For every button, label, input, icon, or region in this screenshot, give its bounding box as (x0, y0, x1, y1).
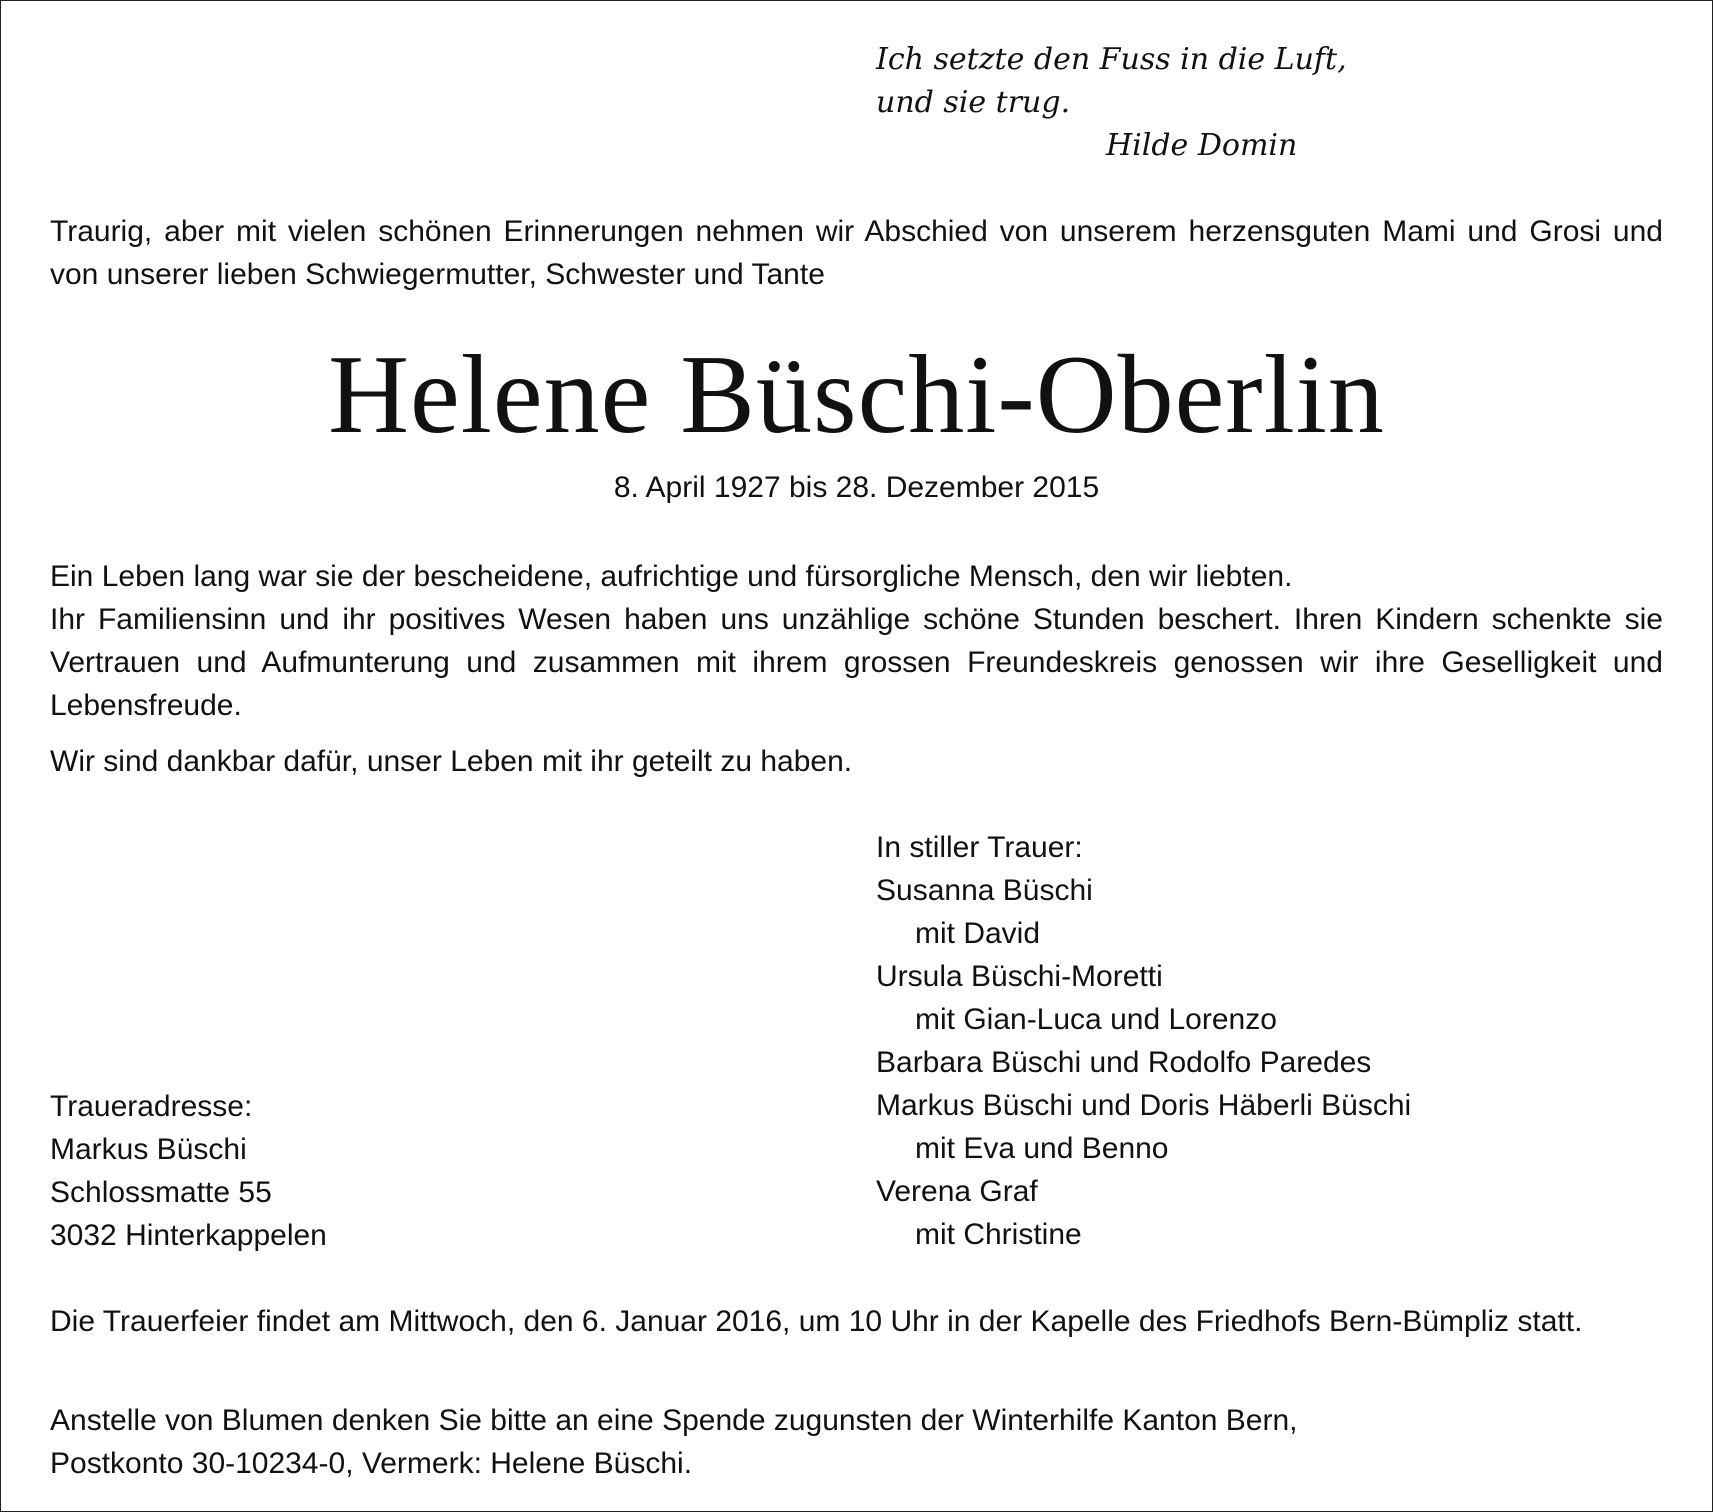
life-dates: 8. April 1927 bis 28. Dezember 2015 (613, 471, 1100, 504)
intro-text: Traurig, aber mit vielen schönen Erinnerungen nehmen wir Abschied von unserem herzensguten Mami und Grosi und von unserer lieben Schwiegermutter, Schwester und Tante (50, 215, 1663, 291)
mourner-entry: mit Eva und Benno (915, 1132, 1169, 1165)
mourner-entry: Susanna Büschi (876, 874, 1093, 907)
address-heading: Traueradresse: (50, 1090, 253, 1123)
mourner-entry: Barbara Büschi und Rodolfo Paredes (876, 1046, 1372, 1079)
tribute-paragraph: Ihr Familiensinn und ihr positives Wesen haben uns unzählige schöne Stunden beschert. Ihren Kindern schenkte sie Vertrauen und Aufmunterung und zusammen mit ihrem grossen Freundeskreis genossen wir ihre Geselligkeit und Lebensfreude. (50, 603, 1663, 722)
mourner-entry: mit Gian-Luca und Lorenzo (915, 1003, 1277, 1036)
quote-line-1: Ich setzte den Fuss in die Luft, (876, 42, 1347, 77)
mourner-entry: Verena Graf (876, 1175, 1038, 1208)
tribute-line: Ein Leben lang war sie der bescheidene, aufrichtige und fürsorgliche Mensch, den wir liebten. (50, 560, 1293, 593)
mourner-entry: mit David (915, 917, 1041, 950)
mourner-entry: Ursula Büschi-Moretti (876, 960, 1163, 993)
quote-author: Hilde Domin (1106, 128, 1298, 163)
mourner-entry: Markus Büschi und Doris Häberli Büschi (876, 1089, 1412, 1122)
donation-line-2: Postkonto 30-10234-0, Vermerk: Helene Büschi. (50, 1447, 693, 1480)
donation-line-1: Anstelle von Blumen denken Sie bitte an eine Spende zugunsten der Winterhilfe Kanton Bern, (50, 1404, 1298, 1437)
mourning-address (50, 1085, 327, 1257)
mourner-entry: mit Christine (915, 1218, 1082, 1251)
gratitude-line: Wir sind dankbar dafür, unser Leben mit ihr geteilt zu haben. (50, 745, 853, 778)
mourners-heading: In stiller Trauer: (876, 831, 1083, 864)
address-city: 3032 Hinterkappelen (50, 1219, 327, 1252)
address-name: Markus Büschi (50, 1133, 247, 1166)
ceremony-text: Die Trauerfeier findet am Mittwoch, den 6. Januar 2016, um 10 Uhr in der Kapelle des Friedhofs Bern-Bümpliz statt. (50, 1305, 1583, 1338)
deceased-name: Helene Büschi-Oberlin (328, 333, 1385, 457)
quote-line-2: und sie trug. (876, 85, 1071, 120)
mourners-list (876, 826, 1411, 1256)
address-street: Schlossmatte 55 (50, 1176, 272, 1209)
